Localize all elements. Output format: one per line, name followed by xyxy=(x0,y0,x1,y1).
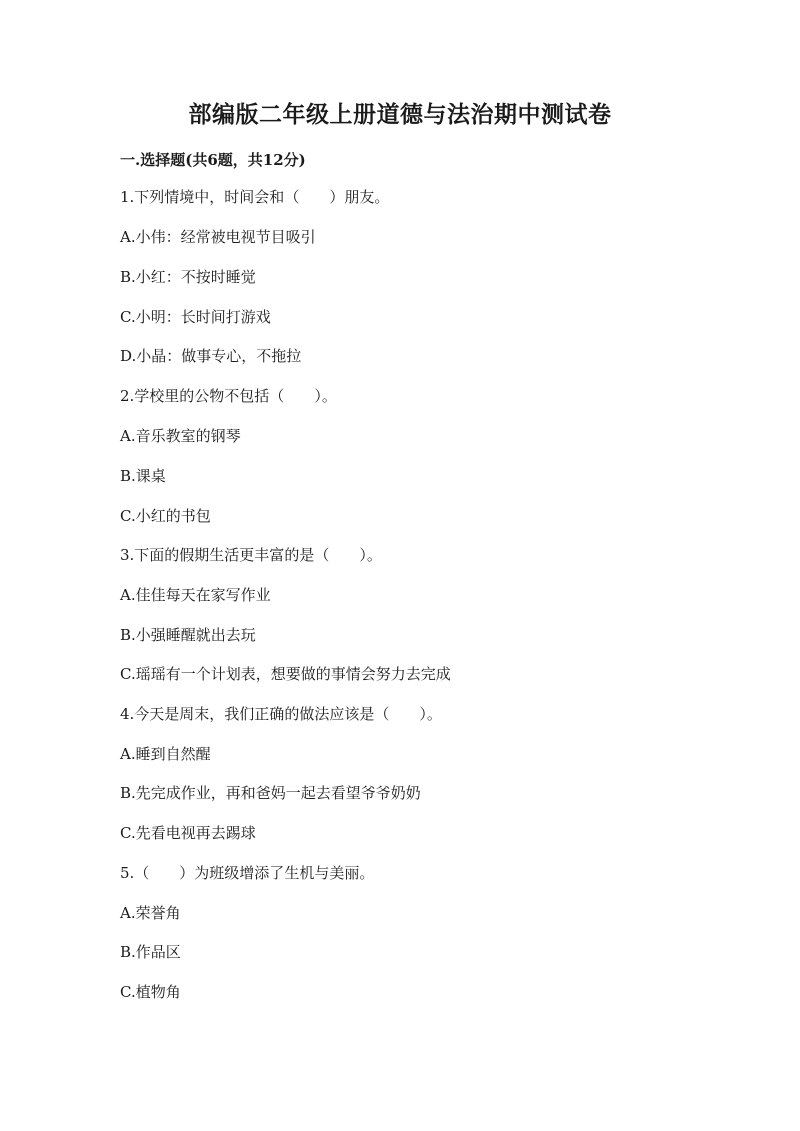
answer-option: B.课桌 xyxy=(120,467,166,485)
question-stem: 5.（ ）为班级增添了生机与美丽。 xyxy=(120,864,375,882)
answer-option: A.睡到自然醒 xyxy=(120,745,211,763)
answer-option: B.小强睡醒就出去玩 xyxy=(120,626,256,644)
answer-option: A.小伟：经常被电视节目吸引 xyxy=(120,228,316,246)
answer-option: C.小红的书包 xyxy=(120,507,211,525)
answer-option: A.荣誉角 xyxy=(120,904,181,922)
section-heading: 一.选择题(共6题，共12分) xyxy=(120,151,306,169)
question-stem: 1.下列情境中，时间会和（ ）朋友。 xyxy=(120,188,390,206)
answer-option: B.作品区 xyxy=(120,943,181,961)
answer-option: A.音乐教室的钢琴 xyxy=(120,427,241,445)
question-stem: 2.学校里的公物不包括（ ）。 xyxy=(120,387,337,405)
question-stem: 3.下面的假期生活更丰富的是（ ）。 xyxy=(120,546,382,564)
question-stem: 4.今天是周末，我们正确的做法应该是（ ）。 xyxy=(120,705,442,723)
answer-option: C.先看电视再去踢球 xyxy=(120,824,256,842)
answer-option: B.先完成作业，再和爸妈一起去看望爷爷奶奶 xyxy=(120,784,421,802)
answer-option: A.佳佳每天在家写作业 xyxy=(120,586,271,604)
page-title: 部编版二年级上册道德与法治期中测试卷 xyxy=(188,101,612,128)
answer-option: B.小红：不按时睡觉 xyxy=(120,268,256,286)
answer-option: C.小明：长时间打游戏 xyxy=(120,308,271,326)
answer-option: D.小晶：做事专心，不拖拉 xyxy=(120,347,302,365)
answer-option: C.植物角 xyxy=(120,983,181,1001)
answer-option: C.瑶瑶有一个计划表，想要做的事情会努力去完成 xyxy=(120,665,451,683)
